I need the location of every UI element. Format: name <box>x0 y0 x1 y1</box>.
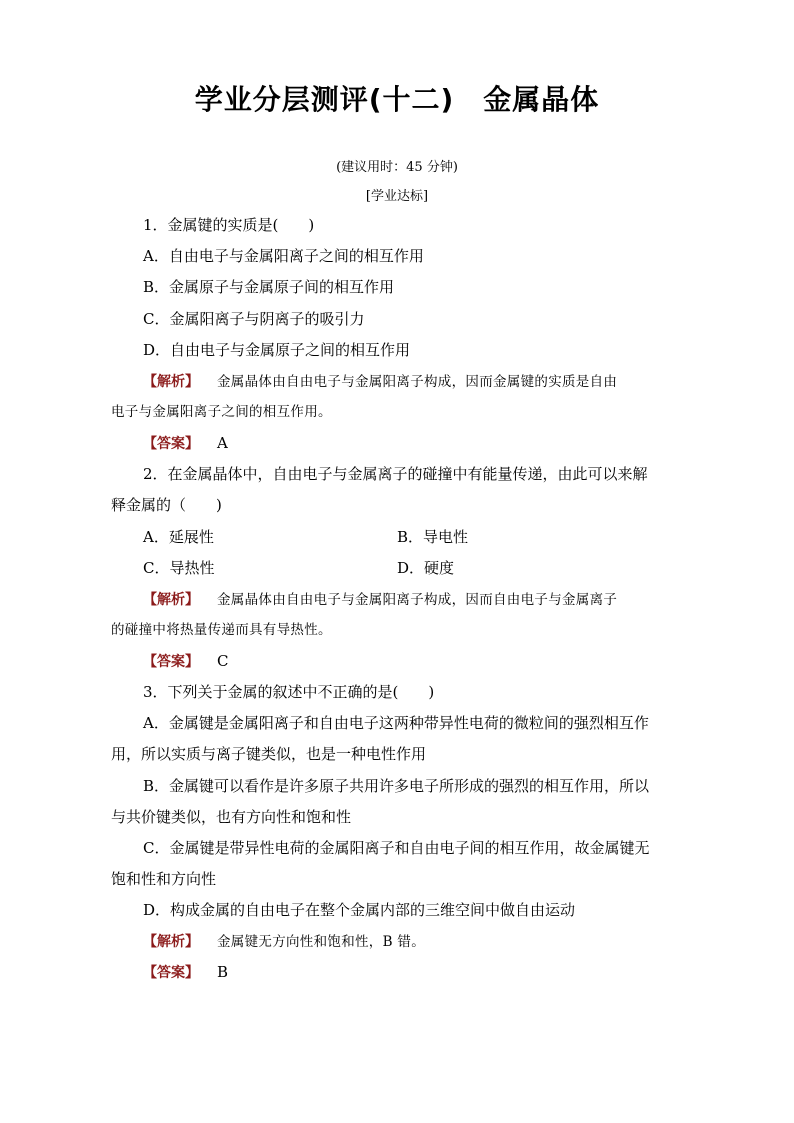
q3-option-a-line-2: 用，所以实质与离子键类似，也是一种电性作用 <box>111 745 427 763</box>
q2-stem-line-1: 2．在金属晶体中，自由电子与金属离子的碰撞中有能量传递，由此可以来解 <box>143 465 648 483</box>
q3-option-c-line-2: 饱和性和方向性 <box>111 870 217 888</box>
section-heading: [学业达标] <box>365 189 429 204</box>
answer-label: 【答案】 <box>143 965 199 981</box>
q3-option-a-line-1: A．金属键是金属阳离子和自由电子这两种带异性电荷的微粒间的强烈相互作 <box>143 714 649 732</box>
q3-answer <box>143 962 228 983</box>
q3-analysis-text: 金属键无方向性和饱和性，B 错。 <box>217 934 426 950</box>
q2-option-a: A．延展性 <box>143 528 214 546</box>
q1-analysis-text-1: 金属晶体由自由电子与金属阳离子构成，因而金属键的实质是自由 <box>217 374 618 390</box>
answer-label: 【答案】 <box>143 436 199 452</box>
q1-option-c: C．金属阳离子与阴离子的吸引力 <box>143 310 365 328</box>
q2-stem-line-2: 释金属的（ ) <box>111 496 222 514</box>
q3-option-d: D．构成金属的自由电子在整个金属内部的三维空间中做自由运动 <box>143 901 576 919</box>
answer-label: 【答案】 <box>143 654 199 670</box>
q3-answer-value: B <box>217 963 229 981</box>
analysis-label: 【解析】 <box>143 374 199 390</box>
q2-analysis <box>143 589 617 610</box>
analysis-label: 【解析】 <box>143 934 199 950</box>
q1-analysis-text-2: 电子与金属阳离子之间的相互作用。 <box>111 404 332 420</box>
q2-option-c: C．导热性 <box>143 559 215 577</box>
q3-option-b-line-1: B．金属键可以看作是许多原子共用许多电子所形成的强烈的相互作用，所以 <box>143 777 650 795</box>
q2-answer <box>143 651 228 672</box>
analysis-label: 【解析】 <box>143 592 199 608</box>
q3-option-c-line-1: C．金属键是带异性电荷的金属阳离子和自由电子间的相互作用，故金属键无 <box>143 839 650 857</box>
q1-stem: 1．金属键的实质是( ) <box>143 216 315 234</box>
time-note: (建议用时：45 分钟) <box>336 160 458 175</box>
q2-analysis-text-2: 的碰撞中将热量传递而具有导热性。 <box>111 622 332 638</box>
q2-option-d: D．硬度 <box>397 559 455 577</box>
q1-option-a: A．自由电子与金属阳离子之间的相互作用 <box>143 247 424 265</box>
q3-stem: 3．下列关于金属的叙述中不正确的是( ) <box>143 683 435 701</box>
q3-analysis <box>143 931 425 952</box>
q1-option-d: D．自由电子与金属原子之间的相互作用 <box>143 341 411 359</box>
page-title: 学业分层测评(十二) 金属晶体 <box>194 83 600 116</box>
q2-analysis-text-1: 金属晶体由自由电子与金属阳离子构成，因而自由电子与金属离子 <box>217 592 618 608</box>
q1-answer <box>143 433 228 454</box>
q2-answer-value: C <box>217 652 229 670</box>
q1-option-b: B．金属原子与金属原子间的相互作用 <box>143 278 395 296</box>
q1-analysis <box>143 371 617 392</box>
q2-option-b: B．导电性 <box>397 528 469 546</box>
q1-answer-value: A <box>217 434 228 452</box>
q3-option-b-line-2: 与共价键类似，也有方向性和饱和性 <box>111 808 352 826</box>
